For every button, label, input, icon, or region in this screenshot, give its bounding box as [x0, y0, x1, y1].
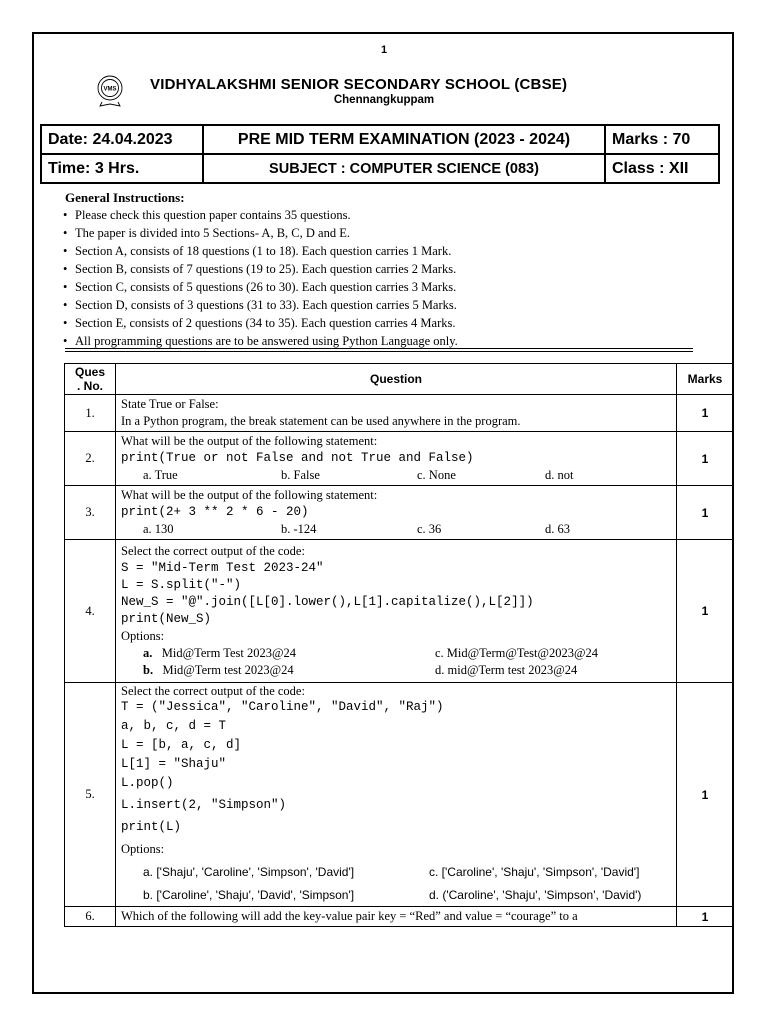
question-text — [116, 683, 677, 907]
question-line: What will be the output of the following statement: — [121, 434, 378, 448]
question-number: 3. — [65, 486, 116, 540]
table-row — [65, 395, 734, 432]
instruction-item: • Section E, consists of 2 questions (34 to 35). Each question carries 4 Marks. — [63, 314, 458, 332]
table-row — [65, 907, 734, 927]
option: a. 130 — [143, 522, 174, 536]
exam-title: PRE MID TERM EXAMINATION (2023 - 2024) — [203, 125, 605, 154]
question-text — [116, 395, 677, 432]
options-row — [121, 467, 671, 484]
options-label: Options: — [121, 629, 165, 643]
option: c. 36 — [417, 522, 442, 536]
table-row — [65, 432, 734, 486]
question-text — [116, 432, 677, 486]
options-label: Options: — [121, 842, 165, 856]
table-row — [65, 486, 734, 540]
options-row — [121, 863, 671, 882]
option: d. 63 — [545, 522, 570, 536]
instruction-item: • All programming questions are to be answered using Python Language only. — [63, 332, 458, 350]
exam-header-table — [40, 124, 720, 184]
question-marks: 1 — [677, 540, 734, 683]
exam-subject-text: SUBJECT : COMPUTER SCIENCE (083) — [269, 160, 539, 177]
code-line: print(New_S) — [121, 612, 212, 626]
instruction-item: • Section C, consists of 5 questions (26 to 30). Each question carries 3 Marks. — [63, 278, 458, 296]
question-marks: 1 — [677, 486, 734, 540]
code-line: L = S.split("-") — [121, 578, 242, 592]
instruction-item: • Section D, consists of 3 questions (31 to 33). Each question carries 5 Marks. — [63, 296, 458, 314]
question-number: 4. — [65, 540, 116, 683]
option: b. -124 — [281, 522, 317, 536]
code-line: New_S = "@".join([L[0].lower(),L[1].capitalize(),L[2]]) — [121, 595, 534, 609]
option: d. mid@Term test 2023@24 — [435, 663, 578, 677]
question-marks: 1 — [677, 907, 734, 927]
options-row — [121, 662, 671, 679]
question-text: Which of the following will add the key-value pair key = “Red” and value = “courage” to a — [116, 907, 677, 927]
options-row — [121, 521, 671, 538]
question-line: Select the correct output of the code: — [121, 684, 305, 698]
option: b. False — [281, 468, 320, 482]
question-number: 1. — [65, 395, 116, 432]
option: a. Mid@Term Test 2023@24 — [143, 646, 296, 660]
option: c. Mid@Term@Test@2023@24 — [435, 646, 599, 660]
question-line: Select the correct output of the code: — [121, 544, 305, 558]
question-number: 6. — [65, 907, 116, 927]
table-row — [65, 540, 734, 683]
exam-date: Date: 24.04.2023 — [41, 125, 203, 154]
option: d. not — [545, 468, 574, 482]
option: a. True — [143, 468, 178, 482]
option: b. Mid@Term test 2023@24 — [143, 663, 294, 677]
code-line: L.pop() — [121, 776, 174, 790]
question-line: What will be the output of the following statement: — [121, 488, 378, 502]
code-line: print(True or not False and not True and False) — [121, 451, 474, 465]
question-number: 2. — [65, 432, 116, 486]
school-name: VIDHYALAKSHMI SENIOR SECONDARY SCHOOL (CBSE) — [150, 76, 568, 93]
code-line: S = "Mid-Term Test 2023-24" — [121, 561, 324, 575]
options-row — [121, 886, 671, 905]
divider-line — [65, 348, 693, 349]
question-text — [116, 540, 677, 683]
option: a. ['Shaju', 'Caroline', 'Simpson', 'David'] — [143, 865, 355, 879]
questions-table — [64, 363, 734, 927]
instruction-item: • The paper is divided into 5 Sections- A, B, C, D and E. — [63, 224, 458, 242]
options-row — [121, 645, 671, 662]
exam-class: Class : XII — [605, 154, 719, 183]
table-row — [65, 683, 734, 907]
page-number: 1 — [380, 44, 388, 56]
code-line: print(2+ 3 ** 2 * 6 - 20) — [121, 505, 309, 519]
instructions-title: General Instructions: — [65, 190, 185, 205]
col-header-question: Question — [116, 364, 677, 395]
code-line: L = [b, a, c, d] — [121, 738, 242, 752]
divider-line — [65, 351, 693, 352]
code-line: L[1] = "Shaju" — [121, 757, 227, 771]
question-marks: 1 — [677, 395, 734, 432]
code-line: T = ("Jessica", "Caroline", "David", "Raj") — [121, 700, 444, 714]
question-text — [116, 486, 677, 540]
option: c. None — [417, 468, 456, 482]
exam-marks: Marks : 70 — [605, 125, 719, 154]
question-marks: 1 — [677, 683, 734, 907]
option: c. ['Caroline', 'Shaju', 'Simpson', 'David'] — [429, 865, 640, 879]
question-line: In a Python program, the break statement can be used anywhere in the program. — [121, 414, 521, 428]
question-line: State True or False: — [121, 397, 219, 411]
exam-subject — [203, 154, 605, 183]
question-marks: 1 — [677, 432, 734, 486]
instructions-list — [63, 206, 458, 350]
instruction-item: • Section A, consists of 18 questions (1 to 18). Each question carries 1 Mark. — [63, 242, 458, 260]
instruction-item: • Please check this question paper contains 35 questions. — [63, 206, 458, 224]
code-line: print(L) — [121, 820, 182, 834]
code-line: L.insert(2, "Simpson") — [121, 798, 287, 812]
instruction-item: • Section B, consists of 7 questions (19 to 25). Each question carries 2 Marks. — [63, 260, 458, 278]
code-line: a, b, c, d = T — [121, 719, 227, 733]
school-town: Chennangkuppam — [333, 94, 435, 106]
question-number: 5. — [65, 683, 116, 907]
col-header-no: Ques . No. — [65, 364, 116, 395]
exam-time: Time: 3 Hrs. — [41, 154, 203, 183]
logo-text: VMS — [103, 86, 117, 93]
option: b. ['Caroline', 'Shaju', 'David', 'Simpson'] — [143, 888, 355, 902]
col-header-marks: Marks — [677, 364, 734, 395]
option: d. ('Caroline', 'Shaju', 'Simpson', 'David') — [429, 888, 642, 902]
